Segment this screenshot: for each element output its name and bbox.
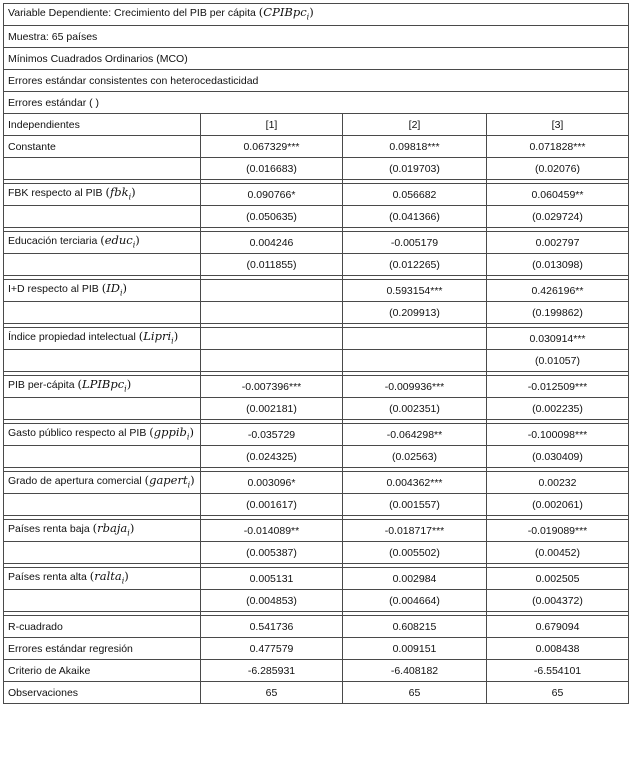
- variable-label-cell: Grado de apertura comercial (gapert$_i$): [4, 472, 201, 494]
- se-row-grado-de-apertura-comercial: [4, 494, 629, 516]
- sample-cell: Muestra: 65 países: [4, 26, 629, 48]
- coef-model-1: 0.003096*: [201, 472, 343, 494]
- coef-row-fbk-respecto-al-pib: [4, 184, 629, 206]
- stat-row-observaciones: [4, 682, 629, 704]
- variable-label-cell: Educación terciaria (educ$_i$): [4, 232, 201, 254]
- stat-model-2: 65: [343, 682, 487, 704]
- dependent-variable-cell: Variable Dependiente: Crecimiento del PIB per cápita (CPIBpc$_i$): [4, 4, 629, 26]
- variable-label: Países renta baja: [8, 522, 90, 535]
- stat-model-2: -6.408182: [343, 660, 487, 682]
- dependent-variable-row: [4, 4, 629, 26]
- stat-model-1: -6.285931: [201, 660, 343, 682]
- coef-model-3: 0.426196**: [487, 280, 629, 302]
- coef-row-educacion-terciaria: [4, 232, 629, 254]
- coef-model-1: 0.090766*: [201, 184, 343, 206]
- se-model-1: (0.050635): [201, 206, 343, 228]
- coef-model-1: -0.007396***: [201, 376, 343, 398]
- se-model-3: (0.01057): [487, 350, 629, 372]
- coef-model-1: -0.035729: [201, 424, 343, 446]
- se-model-3: (0.002235): [487, 398, 629, 420]
- variable-symbol: gapert$_i$: [149, 472, 191, 490]
- se-row-indice-propiedad-intelectual: [4, 350, 629, 372]
- se-model-2: (0.012265): [343, 254, 487, 276]
- variable-label-cell: Países renta alta (ralta$_i$): [4, 568, 201, 590]
- variable-symbol: $ID_i$: [106, 280, 123, 298]
- se-row-pib-per-capita: [4, 398, 629, 420]
- coef-model-1: -0.014089**: [201, 520, 343, 542]
- se-label-cell: [4, 206, 201, 228]
- se-label-cell: [4, 254, 201, 276]
- coef-model-2: 0.09818***: [343, 136, 487, 158]
- stat-model-2: 0.608215: [343, 616, 487, 638]
- se-label-cell: [4, 446, 201, 468]
- se-model-3: (0.199862): [487, 302, 629, 324]
- coef-model-1: 0.004246: [201, 232, 343, 254]
- coef-model-3: 0.030914***: [487, 328, 629, 350]
- coef-row-pib-per-capita: [4, 376, 629, 398]
- variable-label: I+D respecto al PIB: [8, 282, 99, 295]
- se-model-3: (0.029724): [487, 206, 629, 228]
- coef-model-2: 0.004362***: [343, 472, 487, 494]
- coef-row-paises-renta-baja: [4, 520, 629, 542]
- stat-model-1: 0.541736: [201, 616, 343, 638]
- coef-model-2: 0.056682: [343, 184, 487, 206]
- variable-label: Constante: [8, 140, 56, 153]
- se-model-1: (0.005387): [201, 542, 343, 564]
- coef-model-3: -0.019089***: [487, 520, 629, 542]
- se-row-paises-renta-alta: [4, 590, 629, 612]
- variable-symbol: fbk$_i$: [109, 184, 132, 202]
- stat-label: Criterio de Akaike: [4, 660, 201, 682]
- se-model-2: (0.041366): [343, 206, 487, 228]
- variable-label: Índice propiedad intelectual: [8, 330, 136, 343]
- coef-row-i-d-respecto-al-pib: [4, 280, 629, 302]
- se-model-2: (0.004664): [343, 590, 487, 612]
- se-model-2: (0.209913): [343, 302, 487, 324]
- variable-label: FBK respecto al PIB: [8, 186, 103, 199]
- coef-model-3: -0.100098***: [487, 424, 629, 446]
- variable-label-cell: [4, 136, 201, 158]
- se-model-3: (0.004372): [487, 590, 629, 612]
- stat-model-3: -6.554101: [487, 660, 629, 682]
- se-model-3: (0.02076): [487, 158, 629, 180]
- variable-label-cell: I+D respecto al PIB $(ID_i)$: [4, 280, 201, 302]
- variable-symbol: gppib$_i$: [153, 424, 190, 442]
- variable-label: Grado de apertura comercial: [8, 474, 142, 487]
- se-model-3: (0.00452): [487, 542, 629, 564]
- coef-model-3: -0.012509***: [487, 376, 629, 398]
- variable-label: Gasto público respecto al PIB: [8, 426, 147, 439]
- coef-model-3: 0.071828***: [487, 136, 629, 158]
- variable-symbol: LPIBpc$_i$: [81, 376, 127, 394]
- coef-model-1: 0.005131: [201, 568, 343, 590]
- coef-model-1: [201, 328, 343, 350]
- variable-symbol: rbaja$_i$: [97, 520, 130, 538]
- se-model-1: (0.002181): [201, 398, 343, 420]
- coef-model-3: 0.060459**: [487, 184, 629, 206]
- coef-row-constante: [4, 136, 629, 158]
- coef-row-indice-propiedad-intelectual: [4, 328, 629, 350]
- variable-label-cell: Países renta baja (rbaja$_i$): [4, 520, 201, 542]
- variable-symbol: Lipri$_i$: [143, 328, 174, 346]
- variable-label-cell: Gasto público respecto al PIB (gppib$_i$): [4, 424, 201, 446]
- coef-model-2: -0.009936***: [343, 376, 487, 398]
- variable-label: PIB per-cápita: [8, 378, 75, 391]
- variable-label-cell: PIB per-cápita (LPIBpc$_i$): [4, 376, 201, 398]
- se-model-2: (0.001557): [343, 494, 487, 516]
- se-row-paises-renta-baja: [4, 542, 629, 564]
- se-model-3: (0.013098): [487, 254, 629, 276]
- stat-row-criterio-de-akaike: [4, 660, 629, 682]
- errors-note-row: [4, 70, 629, 92]
- stat-model-1: 65: [201, 682, 343, 704]
- coef-model-2: [343, 328, 487, 350]
- se-model-3: (0.002061): [487, 494, 629, 516]
- se-model-2: (0.019703): [343, 158, 487, 180]
- stat-label: R-cuadrado: [4, 616, 201, 638]
- coef-row-paises-renta-alta: [4, 568, 629, 590]
- variable-label-cell: FBK respecto al PIB (fbk$_i$): [4, 184, 201, 206]
- stat-row-errores-estandar-regresion: [4, 638, 629, 660]
- se-note-cell: Errores estándar ( ): [4, 92, 629, 114]
- se-label-cell: [4, 158, 201, 180]
- se-model-1: (0.001617): [201, 494, 343, 516]
- se-model-3: (0.030409): [487, 446, 629, 468]
- stat-label: Observaciones: [4, 682, 201, 704]
- coef-model-3: 0.002797: [487, 232, 629, 254]
- se-row-gasto-publico-respecto-al-pib: [4, 446, 629, 468]
- se-model-1: [201, 302, 343, 324]
- coef-model-3: 0.00232: [487, 472, 629, 494]
- stat-row-r-cuadrado: [4, 616, 629, 638]
- se-label-cell: [4, 350, 201, 372]
- variable-label: Países renta alta: [8, 570, 87, 583]
- dependent-variable-symbol: CPIBpc$_i$: [263, 4, 310, 22]
- coef-model-1: [201, 280, 343, 302]
- se-row-educacion-terciaria: [4, 254, 629, 276]
- se-model-1: (0.004853): [201, 590, 343, 612]
- stat-model-3: 0.679094: [487, 616, 629, 638]
- method-cell: Mínimos Cuadrados Ordinarios (MCO): [4, 48, 629, 70]
- coef-model-2: 0.002984: [343, 568, 487, 590]
- se-label-cell: [4, 302, 201, 324]
- model-2-header: [2]: [343, 114, 487, 136]
- stat-model-3: 0.008438: [487, 638, 629, 660]
- variable-symbol: ralta$_i$: [94, 568, 125, 586]
- coef-row-grado-de-apertura-comercial: [4, 472, 629, 494]
- se-model-1: (0.016683): [201, 158, 343, 180]
- independents-header: Independientes: [4, 114, 201, 136]
- se-model-2: (0.002351): [343, 398, 487, 420]
- stat-model-3: 65: [487, 682, 629, 704]
- se-label-cell: [4, 398, 201, 420]
- se-model-1: (0.024325): [201, 446, 343, 468]
- model-3-header: [3]: [487, 114, 629, 136]
- dependent-variable-label: Variable Dependiente: Crecimiento del PIB per cápita: [8, 6, 256, 19]
- coef-model-2: -0.018717***: [343, 520, 487, 542]
- se-note-row: [4, 92, 629, 114]
- coef-model-2: 0.593154***: [343, 280, 487, 302]
- model-1-header: [1]: [201, 114, 343, 136]
- se-label-cell: [4, 494, 201, 516]
- column-header-row: [4, 114, 629, 136]
- se-model-2: [343, 350, 487, 372]
- stat-model-1: 0.477579: [201, 638, 343, 660]
- variable-symbol: educ$_i$: [104, 232, 136, 250]
- sample-row: [4, 26, 629, 48]
- stat-label: Errores estándar regresión: [4, 638, 201, 660]
- coef-row-gasto-publico-respecto-al-pib: [4, 424, 629, 446]
- se-model-2: (0.02563): [343, 446, 487, 468]
- variable-label-cell: Índice propiedad intelectual (Lipri$_i$): [4, 328, 201, 350]
- se-label-cell: [4, 542, 201, 564]
- coef-model-2: -0.005179: [343, 232, 487, 254]
- coef-model-1: 0.067329***: [201, 136, 343, 158]
- se-row-fbk-respecto-al-pib: [4, 206, 629, 228]
- coef-model-3: 0.002505: [487, 568, 629, 590]
- method-row: [4, 48, 629, 70]
- se-model-2: (0.005502): [343, 542, 487, 564]
- se-model-1: (0.011855): [201, 254, 343, 276]
- se-model-1: [201, 350, 343, 372]
- se-row-i-d-respecto-al-pib: [4, 302, 629, 324]
- se-label-cell: [4, 590, 201, 612]
- se-row-constante: [4, 158, 629, 180]
- regression-table: [3, 3, 629, 704]
- stat-model-2: 0.009151: [343, 638, 487, 660]
- coef-model-2: -0.064298**: [343, 424, 487, 446]
- errors-note-cell: Errores estándar consistentes con heterocedasticidad: [4, 70, 629, 92]
- variable-label: Educación terciaria: [8, 234, 98, 247]
